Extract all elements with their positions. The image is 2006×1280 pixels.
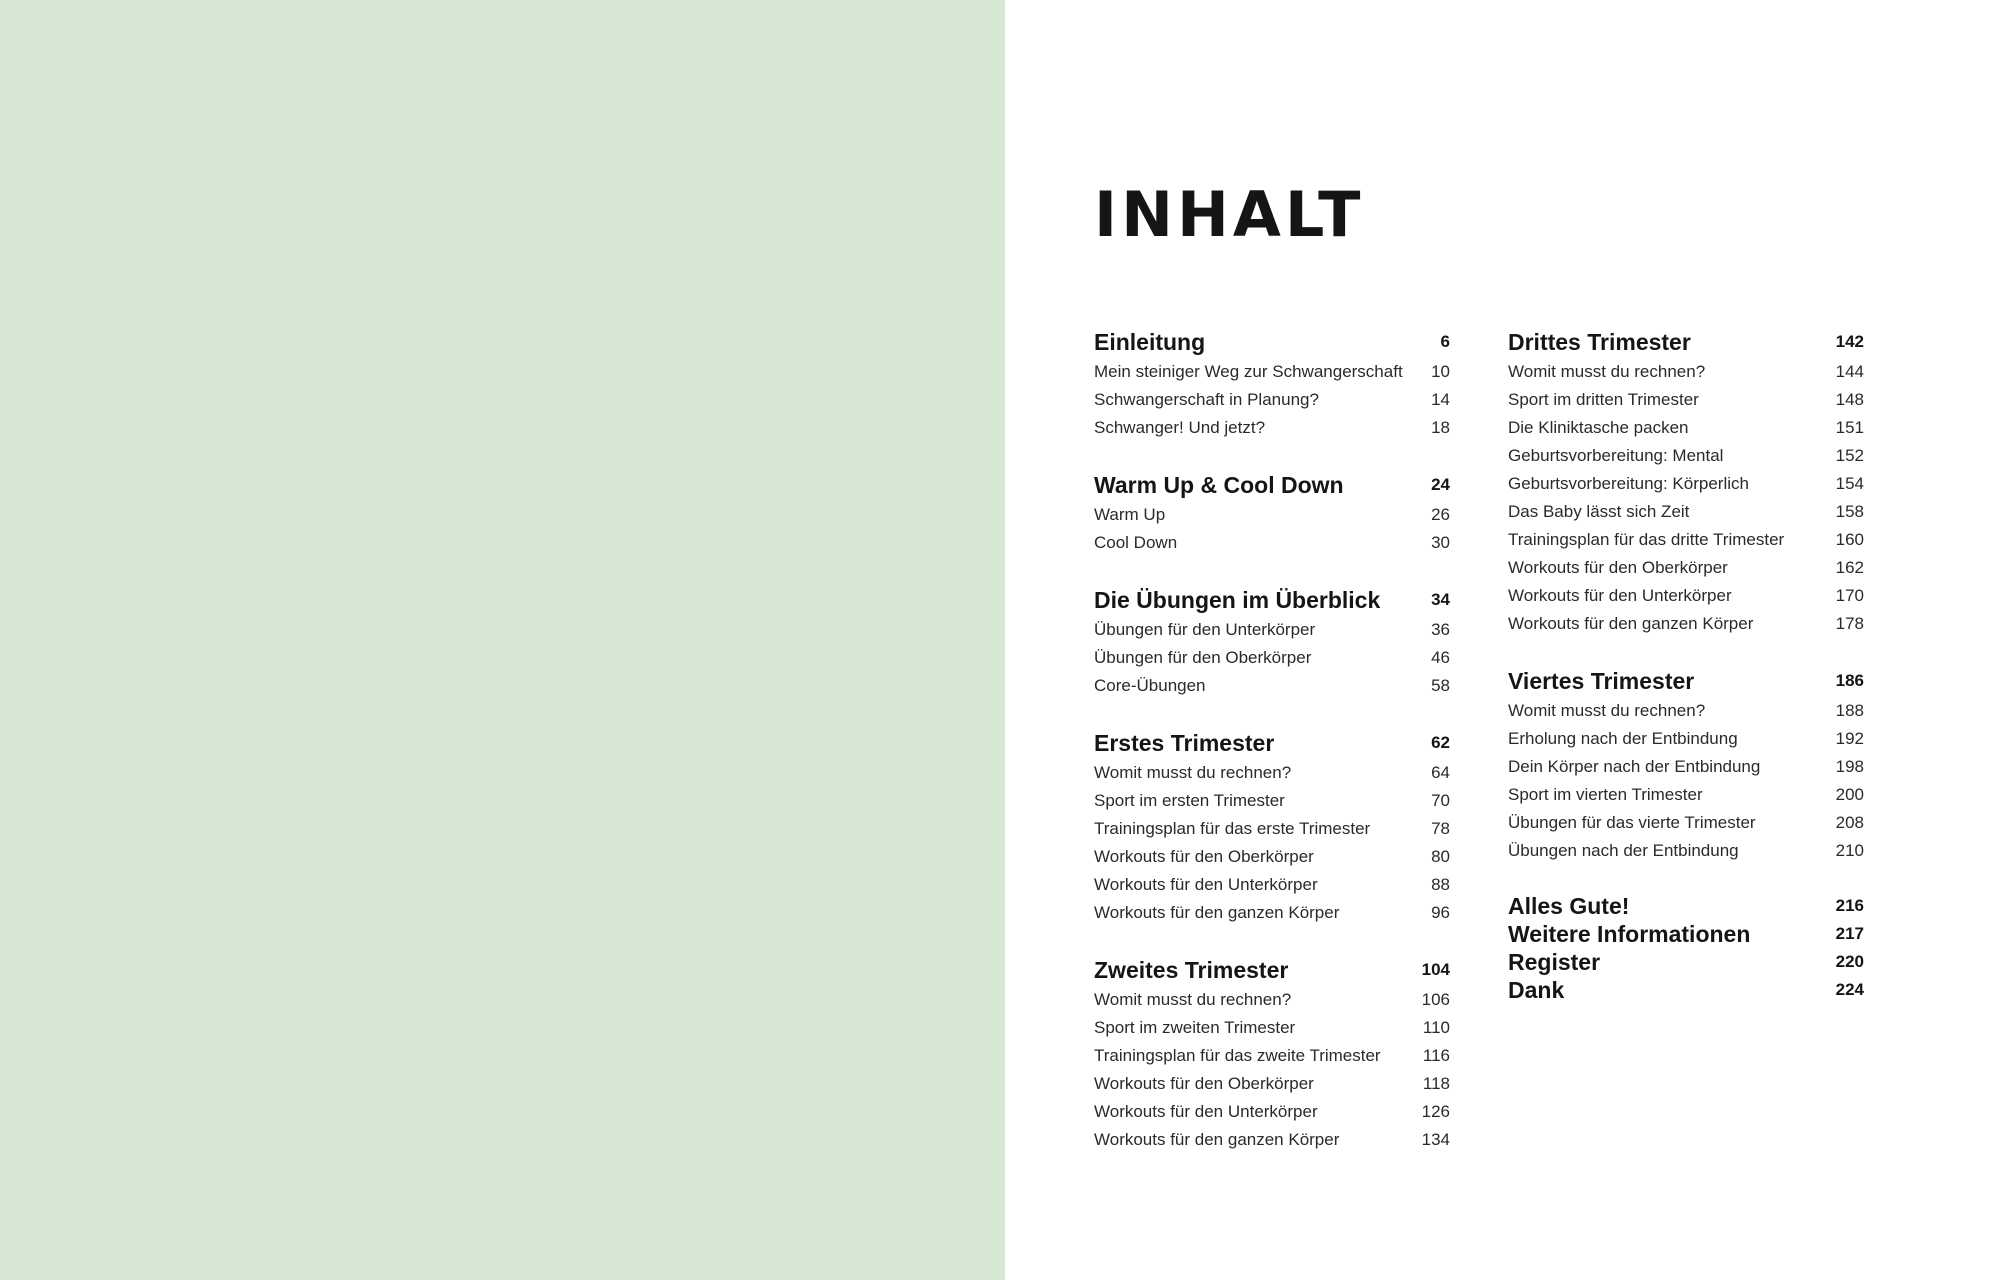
entry-page-number: 80 — [1431, 847, 1450, 866]
entry-page-number: 10 — [1431, 362, 1450, 381]
toc-left-column — [1094, 326, 1450, 1181]
toc-section — [1508, 326, 1864, 638]
toc-entry[interactable] — [1094, 1042, 1450, 1070]
section-page-number: 142 — [1835, 332, 1864, 351]
toc-entry[interactable] — [1508, 753, 1864, 781]
toc-entry[interactable] — [1094, 986, 1450, 1014]
entry-title: Workouts für den Unterkörper — [1094, 1102, 1318, 1121]
entry-title: Workouts für den ganzen Körper — [1094, 1130, 1340, 1149]
toc-right-column — [1508, 326, 1864, 1004]
section-title: Viertes Trimester — [1508, 667, 1695, 694]
toc-section — [1094, 326, 1450, 442]
entry-title: Übungen für den Oberkörper — [1094, 648, 1312, 667]
entry-page-number: 88 — [1431, 875, 1450, 894]
entry-page-number: 144 — [1835, 362, 1864, 381]
entry-title: Womit musst du rechnen? — [1508, 362, 1706, 381]
toc-entry[interactable] — [1508, 358, 1864, 386]
entry-title: Geburtsvorbereitung: Mental — [1508, 446, 1724, 465]
entry-page-number: 158 — [1835, 502, 1864, 521]
toc-entry[interactable] — [1508, 554, 1864, 582]
entry-title: Sport im ersten Trimester — [1094, 791, 1285, 810]
entry-title: Core-Übungen — [1094, 676, 1206, 695]
entry-page-number: 152 — [1835, 446, 1864, 465]
entry-page-number: 188 — [1835, 701, 1864, 720]
entry-title: Schwanger! Und jetzt? — [1094, 418, 1266, 437]
entry-page-number: 134 — [1421, 1130, 1450, 1149]
section-title: Zweites Trimester — [1094, 956, 1289, 983]
entry-title: Workouts für den Unterkörper — [1508, 586, 1732, 605]
entry-page-number: 126 — [1421, 1102, 1450, 1121]
entry-title: Geburtsvorbereitung: Körperlich — [1508, 474, 1749, 493]
toc-section-heading[interactable] — [1508, 892, 1864, 920]
toc-entry[interactable] — [1094, 899, 1450, 927]
entry-title: Warm Up — [1094, 505, 1166, 524]
entry-title: Mein steiniger Weg zur Schwangerschaft — [1094, 362, 1403, 381]
section-title: Alles Gute! — [1508, 892, 1630, 919]
toc-section-heading[interactable] — [1508, 976, 1864, 1004]
toc-entry[interactable] — [1508, 442, 1864, 470]
section-page-number: 186 — [1835, 671, 1864, 690]
toc-entry[interactable] — [1094, 1014, 1450, 1042]
toc-section-heading[interactable] — [1094, 584, 1450, 616]
entry-title: Sport im vierten Trimester — [1508, 785, 1703, 804]
toc-entry[interactable] — [1508, 725, 1864, 753]
entry-page-number: 78 — [1431, 819, 1450, 838]
section-title: Einleitung — [1094, 328, 1206, 355]
section-page-number: 224 — [1835, 980, 1864, 999]
section-page-number: 24 — [1431, 475, 1450, 494]
entry-page-number: 200 — [1835, 785, 1864, 804]
entry-page-number: 70 — [1431, 791, 1450, 810]
section-page-number: 34 — [1431, 590, 1450, 609]
toc-section — [1094, 469, 1450, 557]
entry-page-number: 118 — [1422, 1074, 1450, 1093]
page-title: INHALT — [1094, 178, 1365, 251]
entry-page-number: 110 — [1422, 1018, 1450, 1037]
toc-section-heading[interactable] — [1508, 326, 1864, 358]
entry-page-number: 148 — [1835, 390, 1864, 409]
toc-entry[interactable] — [1094, 414, 1450, 442]
entry-title: Übungen für den Unterkörper — [1094, 620, 1316, 639]
entry-page-number: 208 — [1835, 813, 1864, 832]
entry-title: Cool Down — [1094, 533, 1178, 552]
toc-entry[interactable] — [1094, 1126, 1450, 1154]
entry-title: Die Kliniktasche packen — [1508, 418, 1689, 437]
toc-closing-entries — [1508, 892, 1864, 1004]
entry-title: Das Baby lässt sich Zeit — [1508, 502, 1690, 521]
entry-page-number: 46 — [1431, 648, 1450, 667]
entry-page-number: 64 — [1431, 763, 1450, 782]
toc-section-heading[interactable] — [1508, 948, 1864, 976]
toc-entry[interactable] — [1094, 501, 1450, 529]
entry-title: Übungen für das vierte Trimester — [1508, 813, 1756, 832]
toc-entry[interactable] — [1094, 787, 1450, 815]
entry-title: Workouts für den Oberkörper — [1508, 558, 1728, 577]
toc-entry[interactable] — [1508, 809, 1864, 837]
section-title: Weitere Informationen — [1508, 920, 1751, 947]
section-page-number: 104 — [1421, 960, 1450, 979]
toc-section — [1094, 727, 1450, 927]
entry-title: Womit musst du rechnen? — [1094, 763, 1292, 782]
entry-title: Sport im dritten Trimester — [1508, 390, 1699, 409]
toc-entry[interactable] — [1094, 843, 1450, 871]
toc-section — [1508, 665, 1864, 865]
toc-entry[interactable] — [1508, 414, 1864, 442]
entry-page-number: 36 — [1431, 620, 1450, 639]
entry-page-number: 192 — [1835, 729, 1864, 748]
toc-entry[interactable] — [1508, 498, 1864, 526]
toc-section-heading[interactable] — [1094, 954, 1450, 986]
entry-title: Übungen nach der Entbindung — [1508, 841, 1739, 860]
section-page-number: 217 — [1835, 924, 1864, 943]
entry-page-number: 198 — [1835, 757, 1864, 776]
entry-page-number: 170 — [1835, 586, 1864, 605]
toc-entry[interactable] — [1508, 582, 1864, 610]
toc-entry[interactable] — [1094, 871, 1450, 899]
entry-page-number: 30 — [1431, 533, 1450, 552]
toc-entry[interactable] — [1094, 529, 1450, 557]
entry-title: Workouts für den ganzen Körper — [1094, 903, 1340, 922]
section-title: Dank — [1508, 976, 1565, 1003]
toc-entry[interactable] — [1094, 815, 1450, 843]
entry-page-number: 154 — [1835, 474, 1864, 493]
section-page-number: 220 — [1835, 952, 1864, 971]
entry-title: Workouts für den Oberkörper — [1094, 847, 1314, 866]
entry-title: Womit musst du rechnen? — [1094, 990, 1292, 1009]
toc-entry[interactable] — [1094, 759, 1450, 787]
entry-title: Trainingsplan für das zweite Trimester — [1094, 1046, 1381, 1065]
toc-entry[interactable] — [1094, 386, 1450, 414]
entry-title: Erholung nach der Entbindung — [1508, 729, 1738, 748]
entry-page-number: 14 — [1431, 390, 1450, 409]
entry-title: Workouts für den ganzen Körper — [1508, 614, 1754, 633]
section-title: Register — [1508, 948, 1601, 975]
toc-section — [1094, 584, 1450, 700]
section-title: Die Übungen im Überblick — [1094, 586, 1381, 613]
entry-title: Womit musst du rechnen? — [1508, 701, 1706, 720]
toc-section-heading[interactable] — [1508, 920, 1864, 948]
entry-page-number: 26 — [1431, 505, 1450, 524]
entry-page-number: 106 — [1421, 990, 1450, 1009]
toc-entry[interactable] — [1508, 386, 1864, 414]
toc-entry[interactable] — [1094, 358, 1450, 386]
toc-section-heading[interactable] — [1094, 326, 1450, 358]
entry-title: Workouts für den Unterkörper — [1094, 875, 1318, 894]
entry-page-number: 116 — [1422, 1046, 1450, 1065]
entry-title: Workouts für den Oberkörper — [1094, 1074, 1314, 1093]
entry-title: Schwangerschaft in Planung? — [1094, 390, 1319, 409]
toc-section-heading[interactable] — [1094, 727, 1450, 759]
entry-title: Dein Körper nach der Entbindung — [1508, 757, 1761, 776]
entry-page-number: 18 — [1431, 418, 1450, 437]
toc-entry[interactable] — [1508, 526, 1864, 554]
entry-title: Trainingsplan für das dritte Trimester — [1508, 530, 1785, 549]
toc-section — [1094, 954, 1450, 1154]
toc-section-heading[interactable] — [1094, 469, 1450, 501]
entry-page-number: 151 — [1835, 418, 1864, 437]
toc-entry[interactable] — [1508, 697, 1864, 725]
toc-section-heading[interactable] — [1508, 665, 1864, 697]
toc-entry[interactable] — [1508, 837, 1864, 865]
entry-page-number: 178 — [1835, 614, 1864, 633]
section-page-number: 216 — [1835, 896, 1864, 915]
section-page-number: 62 — [1431, 733, 1450, 752]
toc-entry[interactable] — [1508, 470, 1864, 498]
toc-entry[interactable] — [1094, 1070, 1450, 1098]
toc-entry[interactable] — [1094, 1098, 1450, 1126]
toc-entry[interactable] — [1094, 644, 1450, 672]
section-page-number: 6 — [1440, 332, 1450, 351]
entry-title: Sport im zweiten Trimester — [1094, 1018, 1296, 1037]
entry-page-number: 162 — [1835, 558, 1864, 577]
entry-page-number: 58 — [1431, 676, 1450, 695]
toc-entry[interactable] — [1508, 781, 1864, 809]
toc-entry[interactable] — [1094, 672, 1450, 700]
section-title: Warm Up & Cool Down — [1094, 471, 1344, 498]
section-title: Drittes Trimester — [1508, 328, 1691, 355]
entry-page-number: 210 — [1835, 841, 1864, 860]
toc-entry[interactable] — [1094, 616, 1450, 644]
entry-title: Trainingsplan für das erste Trimester — [1094, 819, 1371, 838]
section-title: Erstes Trimester — [1094, 729, 1275, 756]
toc-entry[interactable] — [1508, 610, 1864, 638]
entry-page-number: 160 — [1835, 530, 1864, 549]
entry-page-number: 96 — [1431, 903, 1450, 922]
